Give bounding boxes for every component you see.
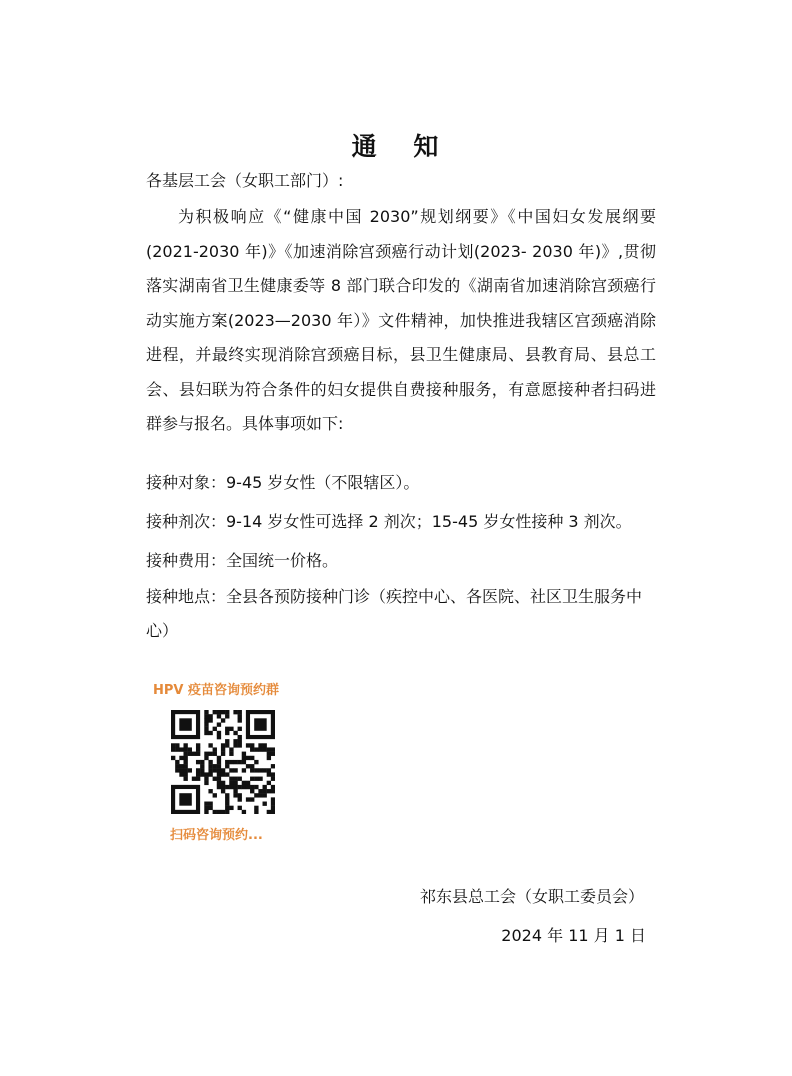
date: 2024 年 11 月 1 日 xyxy=(501,926,646,945)
item-vaccination-doses: 接种剂次：9-14 岁女性可选择 2 剂次；15-45 岁女性接种 3 剂次。 xyxy=(146,512,632,531)
qr-caption-top: HPV 疫苗咨询预约群 xyxy=(153,683,279,698)
item-vaccination-location: 接种地点：全县各预防接种门诊（疾控中心、各医院、社区卫生服务中心） xyxy=(146,587,643,640)
qr-caption-bottom: 扫码咨询预约... xyxy=(170,828,263,843)
item-vaccination-cost: 接种费用：全国统一价格。 xyxy=(146,551,339,570)
qr-code[interactable] xyxy=(171,710,275,814)
notice-paragraph: 为积极响应《“健康中国 2030”规划纲要》《中国妇女发展纲要(2021-2030 年)》《加速消除宫颈癌行动计划(2023- 2030 年)》,贯彻落实湖南省卫生健康委等 8 部门联合印发的《湖南省加速消除宫颈癌行动实施方案(2023—2030 年）》文件精神，加快推进我辖区宫颈癌消除进程，并最终实现消除宫颈癌目标，县卫生健康局、县教育局、县总工会、县妇联为符合条件的妇女提供自费接种服务，有意愿接种者扫码进群参与报名。具体事项如下: xyxy=(146,207,656,433)
item-vaccination-target: 接种对象：9-45 岁女性（不限辖区）。 xyxy=(146,473,420,492)
qr-code-icon xyxy=(171,710,275,814)
salutation: 各基层工会（女职工部门）: xyxy=(146,171,344,190)
signature: 祁东县总工会（女职工委员会） xyxy=(419,887,644,906)
notice-title: 通 知 xyxy=(351,132,453,161)
